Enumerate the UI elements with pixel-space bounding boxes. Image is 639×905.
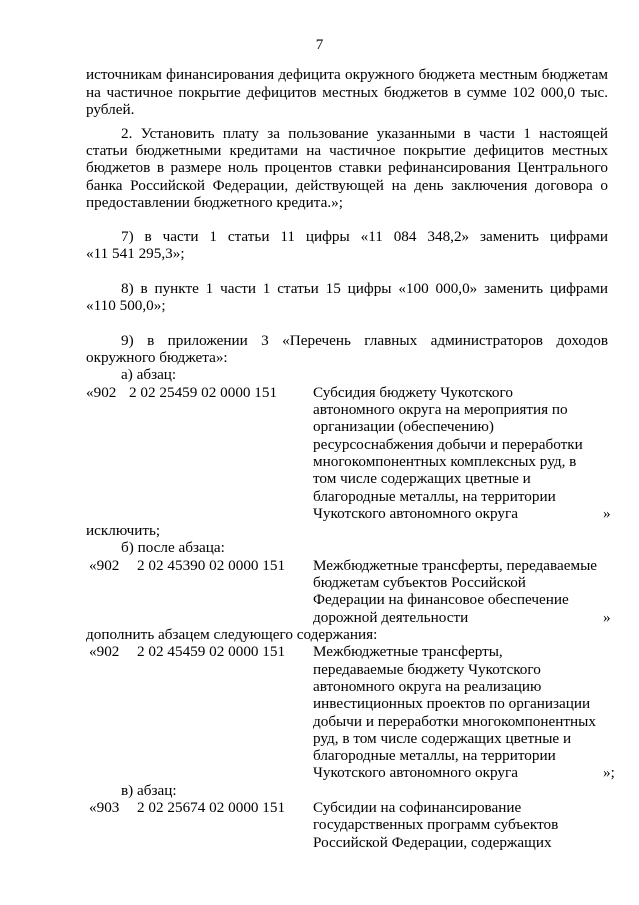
closing-quote: »	[603, 505, 611, 522]
text-line: предоставлении бюджетного кредита.»;	[86, 194, 343, 211]
description-line: организации (обеспечению)	[313, 418, 494, 435]
closing-quote: »	[603, 609, 611, 626]
admin-code: «902	[89, 643, 120, 660]
description-line: Чукотского автономного округа	[313, 505, 518, 522]
text-line: «110 500,0»;	[86, 297, 166, 314]
closing-quote: »;	[603, 764, 615, 781]
admin-code: «902	[86, 384, 117, 401]
description-line: дорожной деятельности	[313, 609, 469, 626]
description-line: благородные металлы, на территории	[313, 747, 556, 764]
text-line: на частичное покрытие дефицитов местных бюджетов в сумме 102 000,0 тыс.	[86, 84, 608, 101]
text-line: рублей.	[86, 101, 135, 118]
description-line: инвестиционных проектов по организации	[313, 695, 591, 712]
revenue-code: 2 02 45459 02 0000 151	[137, 643, 286, 660]
revenue-code: 2 02 45390 02 0000 151	[137, 557, 286, 574]
text-line: бюджетов в размере ноль процентов ставки рефинансирования Центрального	[86, 159, 608, 176]
text-line: статьи бюджетными кредитами на частичное покрытие дефицитов местных	[86, 142, 608, 159]
revenue-code: 2 02 25674 02 0000 151	[137, 799, 286, 816]
description-line: том числе содержащих цветные и	[313, 470, 531, 487]
description-line: передаваемые бюджету Чукотского	[313, 661, 541, 678]
text-line: банка Российской Федерации, действующей на день заключения договора о	[86, 177, 608, 194]
description-line: Федерации на финансовое обеспечение	[313, 591, 569, 608]
description-line: Межбюджетные трансферты, передаваемые	[313, 557, 598, 574]
description-line: Чукотского автономного округа	[313, 764, 518, 781]
description-line: благородные металлы, на территории	[313, 488, 556, 505]
description-line: автономного округа на мероприятия по	[313, 401, 568, 418]
supplement-text: дополнить абзацем следующего содержания:	[86, 626, 378, 643]
text-line: окружного бюджета»:	[86, 349, 228, 366]
text-line: «11 541 295,3»;	[86, 245, 185, 262]
description-line: Субсидии на софинансирование	[313, 799, 522, 816]
text-line: 9) в приложении 3 «Перечень главных администраторов доходов	[121, 332, 608, 349]
exclude-text: исключить;	[86, 522, 161, 539]
revenue-code: 2 02 25459 02 0000 151	[129, 384, 278, 401]
subitem-b-label: б) после абзаца:	[121, 539, 225, 556]
text-line: 8) в пункте 1 части 1 статьи 15 цифры «100 000,0» заменить цифрами	[121, 280, 608, 297]
admin-code: «902	[89, 557, 120, 574]
description-line: руд, в том числе содержащих цветные и	[313, 730, 572, 747]
description-line: Субсидия бюджету Чукотского	[313, 384, 513, 401]
text-line: источникам финансирования дефицита окружного бюджета местным бюджетам	[86, 66, 608, 83]
description-line: многокомпонентных комплексных руд, в	[313, 453, 577, 470]
description-line: автономного округа на реализацию	[313, 678, 542, 695]
text-line: 2. Установить плату за пользование указанными в части 1 настоящей	[121, 125, 608, 142]
description-line: добычи и переработки многокомпонентных	[313, 713, 596, 730]
description-line: бюджетам субъектов Российской	[313, 574, 526, 591]
subitem-a-label: а) абзац:	[121, 366, 177, 383]
page-number: 7	[315, 36, 324, 53]
subitem-v-label: в) абзац:	[121, 782, 177, 799]
text-line: 7) в части 1 статьи 11 цифры «11 084 348,2» заменить цифрами	[121, 228, 608, 245]
description-line: Российской Федерации, содержащих	[313, 834, 552, 851]
description-line: ресурсоснабжения добычи и переработки	[313, 436, 583, 453]
admin-code: «903	[89, 799, 120, 816]
description-line: государственных программ субъектов	[313, 816, 559, 833]
description-line: Межбюджетные трансферты,	[313, 643, 503, 660]
